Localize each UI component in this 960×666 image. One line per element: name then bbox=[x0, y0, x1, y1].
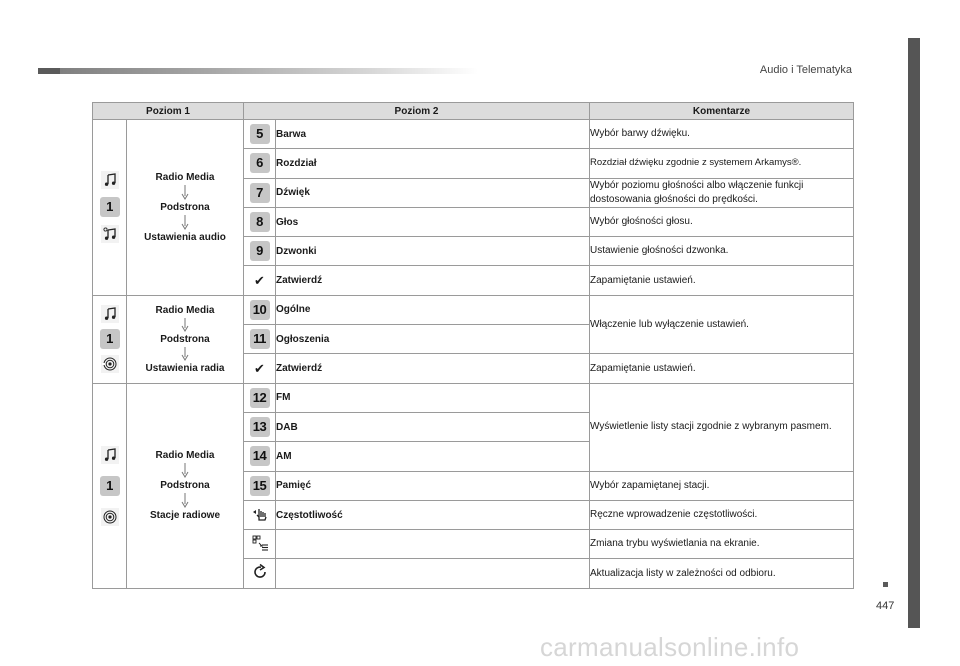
item-comment: Wybór barwy dźwięku. bbox=[590, 120, 854, 149]
table-row bbox=[93, 295, 854, 324]
item-comment: Zmiana trybu wyświetlania na ekranie. bbox=[590, 530, 854, 559]
item-label: Barwa bbox=[276, 120, 590, 149]
item-comment: Ręczne wprowadzenie częstotliwości. bbox=[590, 500, 854, 529]
group3-icons bbox=[93, 383, 127, 588]
radio-signal-icon bbox=[101, 355, 119, 373]
check-icon: ✔ bbox=[254, 360, 265, 376]
header-level2: Poziom 2 bbox=[244, 103, 590, 120]
item-number-badge: 10 bbox=[250, 300, 270, 320]
item-label: Ogłoszenia bbox=[276, 325, 590, 354]
refresh-icon bbox=[251, 563, 269, 581]
item-comment: Wybór zapamiętanej stacji. bbox=[590, 471, 854, 500]
header-level1: Poziom 1 bbox=[93, 103, 244, 120]
level1-item: Radio Media bbox=[155, 304, 215, 316]
item-label: AM bbox=[276, 442, 590, 471]
level1-badge: 1 bbox=[100, 197, 120, 217]
display-mode-icon bbox=[251, 534, 269, 552]
music-note-icon bbox=[101, 446, 119, 464]
manual-tune-icon bbox=[251, 505, 269, 523]
arrow-down-icon bbox=[181, 463, 189, 478]
item-comment: Zapamiętanie ustawień. bbox=[590, 354, 854, 383]
page-marker bbox=[883, 582, 888, 587]
item-number-badge: 12 bbox=[250, 388, 270, 408]
radio-station-icon bbox=[101, 508, 119, 526]
item-comment: Wybór głośności głosu. bbox=[590, 207, 854, 236]
item-label: Zatwierdź bbox=[276, 354, 590, 383]
item-label: Rozdział bbox=[276, 149, 590, 178]
item-label bbox=[276, 559, 590, 588]
item-comment: Zapamiętanie ustawień. bbox=[590, 266, 854, 295]
level1-item: Radio Media bbox=[155, 171, 215, 183]
item-label: FM bbox=[276, 383, 590, 412]
item-label: Głos bbox=[276, 207, 590, 236]
item-comment: Wyświetlenie listy stacji zgodnie z wybranym pasmem. bbox=[590, 383, 854, 471]
table-header-row bbox=[93, 103, 854, 120]
item-number-badge: 6 bbox=[250, 153, 270, 173]
group1-level1 bbox=[127, 120, 244, 296]
check-icon: ✔ bbox=[254, 272, 265, 288]
music-note-icon bbox=[101, 171, 119, 189]
group2-icons bbox=[93, 295, 127, 383]
settings-table bbox=[92, 102, 854, 589]
level1-badge: 1 bbox=[100, 476, 120, 496]
level1-item: Ustawienia radia bbox=[145, 362, 225, 374]
music-note-icon bbox=[101, 305, 119, 323]
level1-item: Stacje radiowe bbox=[149, 510, 221, 522]
level1-item: Radio Media bbox=[155, 450, 215, 462]
group2-level1 bbox=[127, 295, 244, 383]
level1-item: Podstrona bbox=[160, 333, 210, 345]
item-comment: Ustawienie głośności dzwonka. bbox=[590, 237, 854, 266]
item-number-badge: 11 bbox=[250, 329, 270, 349]
arrow-down-icon bbox=[181, 493, 189, 508]
item-label: Zatwierdź bbox=[276, 266, 590, 295]
watermark: carmanualsonline.info bbox=[540, 632, 800, 662]
level1-item: Ustawienia audio bbox=[144, 231, 226, 243]
arrow-down-icon bbox=[181, 185, 189, 200]
item-comment: Aktualizacja listy w zależności od odbioru. bbox=[590, 559, 854, 588]
item-number-badge: 7 bbox=[250, 183, 270, 203]
item-label: Dzwonki bbox=[276, 237, 590, 266]
item-number-badge: 14 bbox=[250, 446, 270, 466]
item-label: Ogólne bbox=[276, 295, 590, 324]
arrow-down-icon bbox=[181, 347, 189, 361]
item-number-badge: 15 bbox=[250, 476, 270, 496]
header-bar bbox=[38, 68, 478, 74]
item-label: DAB bbox=[276, 412, 590, 441]
item-label: Częstotliwość bbox=[276, 500, 590, 529]
item-number-badge: 5 bbox=[250, 124, 270, 144]
item-label bbox=[276, 530, 590, 559]
side-tab bbox=[908, 38, 920, 628]
music-settings-icon bbox=[101, 225, 119, 243]
arrow-down-icon bbox=[181, 215, 189, 230]
header-comments: Komentarze bbox=[590, 103, 854, 120]
group1-icons bbox=[93, 120, 127, 296]
item-label: Dźwięk bbox=[276, 178, 590, 207]
level1-badge: 1 bbox=[100, 329, 120, 349]
item-number-badge: 9 bbox=[250, 241, 270, 261]
item-comment: Włączenie lub wyłączenie ustawień. bbox=[590, 295, 854, 354]
page-header-title: Audio i Telematyka bbox=[759, 64, 852, 76]
page-number: 447 bbox=[876, 600, 895, 612]
level1-item: Podstrona bbox=[160, 480, 210, 492]
table-row bbox=[93, 120, 854, 149]
level1-item: Podstrona bbox=[160, 201, 210, 213]
group3-level1 bbox=[127, 383, 244, 588]
arrow-down-icon bbox=[181, 318, 189, 332]
item-comment: Rozdział dźwięku zgodnie z systemem Arkamys®. bbox=[590, 149, 854, 178]
item-comment: Wybór poziomu głośności albo włączenie funkcji dostosowania głośności do prędkości. bbox=[590, 178, 854, 207]
item-number-badge: 8 bbox=[250, 212, 270, 232]
table-row bbox=[93, 383, 854, 412]
item-number-badge: 13 bbox=[250, 417, 270, 437]
item-label: Pamięć bbox=[276, 471, 590, 500]
